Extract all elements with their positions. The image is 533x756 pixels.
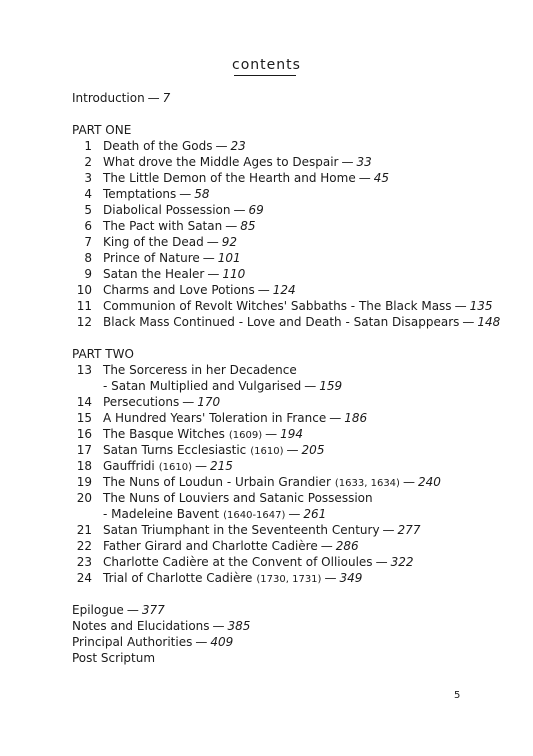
- toc-entry-dash: —: [265, 427, 278, 441]
- toc-entry-dash: —: [454, 299, 467, 313]
- toc-entry-dash: —: [212, 619, 225, 633]
- toc-entry[interactable]: [72, 218, 512, 234]
- toc-entry-title: Notes and Elucidations: [72, 619, 210, 633]
- toc-entry-title: The Basque Witches: [103, 427, 225, 441]
- toc-entry-dash: —: [206, 235, 219, 249]
- toc-entry-number: 16: [76, 427, 92, 441]
- toc-entry-number: 21: [76, 523, 92, 537]
- toc-entry-title: Satan Triumphant in the Seventeenth Century: [103, 523, 380, 537]
- toc-entry-dash: —: [126, 603, 139, 617]
- toc-entry[interactable]: [72, 282, 512, 298]
- toc-entry-number: 1: [84, 139, 92, 153]
- toc-entry-dash: —: [402, 475, 415, 489]
- toc-entry[interactable]: [72, 138, 512, 154]
- toc-entry-title: Temptations: [103, 187, 177, 201]
- toc-entry-number: 12: [76, 315, 92, 329]
- toc-entry-number: 17: [76, 443, 92, 457]
- toc-entry-page: 322: [390, 555, 414, 569]
- toc-entry-number: 5: [84, 203, 92, 217]
- intro-entry[interactable]: [72, 90, 170, 106]
- toc-entry[interactable]: [72, 186, 512, 202]
- toc-entry-page: 286: [335, 539, 359, 553]
- toc-entry-number: 24: [76, 571, 92, 585]
- toc-entry-page: 349: [339, 571, 363, 585]
- toc-entry-dash: —: [358, 171, 371, 185]
- toc-entry-number: 19: [76, 475, 92, 489]
- toc-entry[interactable]: [72, 634, 512, 650]
- toc-entry-date: (1730, 1731): [256, 574, 322, 585]
- toc-entry-title: The Nuns of Loudun - Urbain Grandier: [103, 475, 331, 489]
- toc-entry-title: Gauffridi: [103, 459, 155, 473]
- contents-heading: contents: [232, 57, 301, 73]
- toc-entry-date: (1640-1647): [223, 510, 286, 521]
- toc-entry[interactable]: [72, 474, 512, 490]
- toc-entry-page: 159: [319, 379, 343, 393]
- toc-entry[interactable]: [72, 490, 512, 506]
- toc-entry-number: 13: [76, 363, 92, 377]
- toc-entry-dash: —: [375, 555, 388, 569]
- toc-entry-number: 23: [76, 555, 92, 569]
- toc-entry[interactable]: [72, 570, 512, 586]
- toc-entry[interactable]: [72, 458, 512, 474]
- toc-entry-title: Prince of Nature: [103, 251, 200, 265]
- intro-dash: —: [147, 91, 160, 105]
- toc-entry-page: 58: [194, 187, 210, 201]
- toc-entry-number: 6: [84, 219, 92, 233]
- toc-entry-line: [72, 650, 155, 668]
- toc-entry-title: Trial of Charlotte Cadière: [103, 571, 253, 585]
- toc-entry-number: 14: [76, 395, 92, 409]
- toc-entry-title: Charms and Love Potions: [103, 283, 255, 297]
- toc-entry-dash: —: [195, 459, 208, 473]
- toc-entry-number: 4: [84, 187, 92, 201]
- toc-entry-date: (1633, 1634): [334, 478, 400, 489]
- toc-entry-dash: —: [288, 507, 301, 521]
- toc-entry[interactable]: [72, 410, 512, 426]
- toc-entry-page: 124: [272, 283, 296, 297]
- toc-entry-number: 15: [76, 411, 92, 425]
- toc-entry-dash: —: [304, 379, 317, 393]
- toc-entry-number: 2: [84, 155, 92, 169]
- toc-entry[interactable]: [72, 394, 512, 410]
- toc-entry-number: 10: [76, 283, 92, 297]
- toc-entry-number: 20: [76, 491, 92, 505]
- toc-entry-title: Charlotte Cadière at the Convent of Ollioules: [103, 555, 373, 569]
- toc-entry[interactable]: [72, 202, 512, 218]
- toc-entry-line: [103, 314, 500, 332]
- toc-entry[interactable]: [72, 602, 512, 618]
- toc-entry-dash: —: [207, 267, 220, 281]
- part-one-label: PART ONE: [72, 123, 132, 137]
- toc-entry-page: 385: [227, 619, 251, 633]
- toc-entry-title: Satan the Healer: [103, 267, 205, 281]
- toc-entry-page: 135: [469, 299, 493, 313]
- toc-entry[interactable]: [72, 170, 512, 186]
- toc-entry-page: 240: [417, 475, 441, 489]
- toc-entry-title: A Hundred Years' Toleration in France: [103, 411, 327, 425]
- toc-entry-title: Satan Turns Ecclesiastic: [103, 443, 247, 457]
- toc-entry-dash: —: [202, 251, 215, 265]
- toc-entry-title: Principal Authorities: [72, 635, 193, 649]
- toc-entry-date: (1609): [228, 430, 263, 441]
- toc-entry-page: 85: [240, 219, 256, 233]
- toc-entry-dash: —: [382, 523, 395, 537]
- toc-entry-dash: —: [257, 283, 270, 297]
- toc-entry-page: 92: [221, 235, 238, 249]
- toc-entry-page: 170: [197, 395, 221, 409]
- toc-entry-dash: —: [182, 395, 195, 409]
- toc-entry-number: 3: [84, 171, 92, 185]
- toc-entry[interactable]: [72, 378, 512, 394]
- toc-entry-page: 148: [477, 315, 501, 329]
- toc-entry-title: Black Mass Continued - Love and Death - Satan Disappears: [103, 315, 460, 329]
- toc-entry-title: Death of the Gods: [103, 139, 213, 153]
- toc-entry-number: 11: [76, 299, 92, 313]
- toc-entry-title: Communion of Revolt Witches' Sabbaths - The Black Mass: [103, 299, 452, 313]
- toc-entry-title: The Little Demon of the Hearth and Home: [103, 171, 356, 185]
- toc-entry-dash: —: [286, 443, 299, 457]
- toc-entry-title: King of the Dead: [103, 235, 204, 249]
- toc-entry-title: Post Scriptum: [72, 651, 156, 665]
- toc-entry-date: (1610): [158, 462, 193, 473]
- toc-entry-page: 205: [301, 443, 325, 457]
- toc-entry-dash: —: [225, 219, 238, 233]
- part-two-label: PART TWO: [72, 347, 134, 361]
- toc-entry[interactable]: [72, 426, 512, 442]
- toc-entry-title: - Madeleine Bavent: [103, 507, 220, 521]
- toc-entry-title: Persecutions: [103, 395, 180, 409]
- toc-entry-page: 194: [280, 427, 304, 441]
- toc-entry-date: (1610): [250, 446, 284, 457]
- toc-entry-page: 186: [344, 411, 368, 425]
- toc-entry-page: 33: [356, 155, 372, 169]
- toc-entry[interactable]: [72, 154, 512, 170]
- toc-entry-number: 7: [84, 235, 92, 249]
- toc-entry-dash: —: [320, 539, 333, 553]
- toc-entry-title: The Pact with Satan: [103, 219, 223, 233]
- toc-entry[interactable]: [72, 234, 512, 250]
- toc-entry[interactable]: [72, 442, 512, 458]
- toc-entry[interactable]: [72, 522, 512, 538]
- toc-entry[interactable]: [72, 538, 512, 554]
- page-number: 5: [454, 690, 461, 701]
- toc-entry-page: 23: [230, 139, 246, 153]
- toc-entry-title: Father Girard and Charlotte Cadière: [103, 539, 318, 553]
- toc-entry[interactable]: [72, 266, 512, 282]
- toc-entry[interactable]: [72, 506, 512, 522]
- toc-entry-number: 18: [76, 459, 92, 473]
- toc-entry-dash: —: [233, 203, 246, 217]
- toc-entry-dash: —: [341, 155, 354, 169]
- intro-page: 7: [162, 91, 171, 105]
- toc-entry-page: 377: [141, 603, 165, 617]
- toc-entry-number: 8: [84, 251, 92, 265]
- toc-entry-title: What drove the Middle Ages to Despair: [103, 155, 339, 169]
- toc-entry[interactable]: [72, 554, 512, 570]
- toc-entry-dash: —: [329, 411, 342, 425]
- toc-entry-page: 261: [303, 507, 327, 521]
- toc-entry-title: Epilogue: [72, 603, 124, 617]
- toc-entry-page: 45: [373, 171, 389, 185]
- toc-entry[interactable]: [72, 250, 512, 266]
- toc-entry-dash: —: [179, 187, 192, 201]
- toc-entry-dash: —: [215, 139, 228, 153]
- toc-entry-number: 22: [76, 539, 92, 553]
- toc-entry-number: 9: [84, 267, 92, 281]
- intro-title: Introduction: [72, 91, 145, 105]
- toc-entry[interactable]: [72, 298, 512, 314]
- heading-underline: [234, 75, 296, 76]
- toc-entry[interactable]: [72, 618, 512, 634]
- toc-entry-title: The Sorceress in her Decadence: [103, 363, 297, 377]
- toc-entry-title: - Satan Multiplied and Vulgarised: [103, 379, 302, 393]
- toc-entry-dash: —: [462, 315, 475, 329]
- toc-entry-page: 69: [248, 203, 264, 217]
- toc-entry[interactable]: [72, 314, 512, 330]
- toc-entry-page: 215: [210, 459, 233, 473]
- toc-entry[interactable]: [72, 362, 512, 378]
- toc-entry-line: [103, 570, 362, 588]
- toc-entry-title: Diabolical Possession: [103, 203, 231, 217]
- toc-entry-page: 101: [217, 251, 241, 265]
- toc-entry-dash: —: [195, 635, 208, 649]
- toc-entry[interactable]: [72, 650, 512, 666]
- toc-entry-dash: —: [324, 571, 337, 585]
- toc-entry-title: The Nuns of Louviers and Satanic Possession: [103, 491, 373, 505]
- toc-entry-page: 409: [210, 635, 234, 649]
- toc-entry-page: 277: [397, 523, 421, 537]
- toc-entry-page: 110: [222, 267, 246, 281]
